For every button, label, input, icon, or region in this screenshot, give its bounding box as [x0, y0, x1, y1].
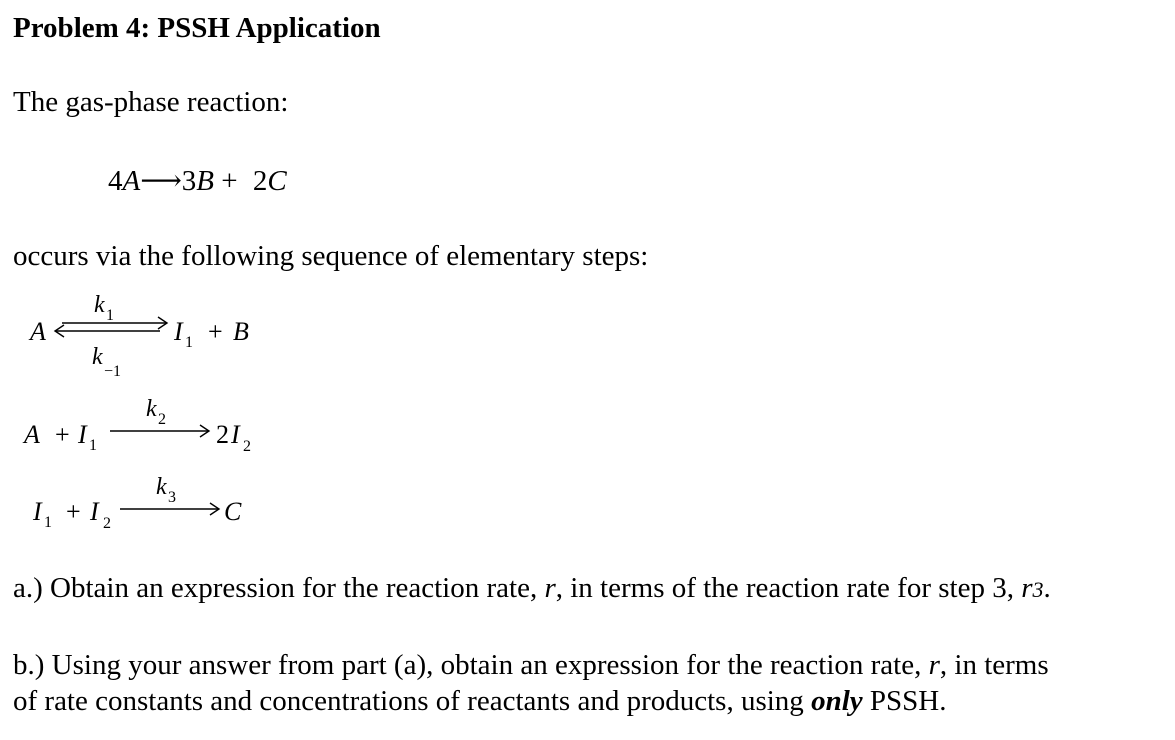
- step2-coefficient: 2: [216, 420, 229, 449]
- species-c: C: [267, 165, 287, 197]
- step3-rate: k: [156, 474, 167, 500]
- intro-text: The gas-phase reaction:: [13, 86, 289, 118]
- species-a: A: [122, 165, 141, 197]
- step3-plus: +: [66, 497, 81, 526]
- step2-species-a: A: [24, 420, 40, 449]
- part-b-question: [13, 647, 1049, 719]
- species-b: B: [196, 165, 215, 197]
- step1-equation: [28, 292, 249, 380]
- part-b-only-emphasis: only: [811, 685, 863, 717]
- part-a-question: [13, 572, 1051, 605]
- part-b-line1-after: , in terms: [939, 649, 1049, 681]
- part-a-r3-sub: 3: [1032, 577, 1044, 602]
- step3-product-c: C: [224, 497, 242, 526]
- part-a-r-symbol: r: [544, 572, 556, 604]
- problem-title: Problem 4: PSSH Application: [13, 12, 381, 44]
- step1-rate-reverse: k: [92, 344, 103, 370]
- step3-species-i1-sub: 1: [44, 514, 52, 531]
- step2-rate: k: [146, 396, 157, 422]
- step1-rate-reverse-sub: −1: [104, 363, 122, 380]
- step1-rate-forward-sub: 1: [106, 307, 114, 324]
- part-b-line2-before: of rate constants and concentrations of reactants and products, using: [13, 685, 812, 717]
- step1-product-i: I: [174, 317, 183, 346]
- step3-rate-sub: 3: [168, 489, 176, 506]
- steps-intro-text: occurs via the following sequence of elementary steps:: [13, 240, 649, 272]
- part-b-line2-after: PSSH.: [862, 685, 947, 717]
- part-a-text-before: a.) Obtain an expression for the reaction rate,: [13, 572, 545, 604]
- step3-species-i2: I: [90, 497, 99, 526]
- part-b-line2: [13, 683, 1049, 719]
- part-b-r-symbol: r: [928, 649, 940, 681]
- step2-product-i: I: [231, 420, 240, 449]
- step2-product-i-sub: 2: [243, 438, 251, 455]
- step1-species-a: A: [30, 317, 46, 346]
- step1-rate-forward: k: [94, 292, 105, 318]
- plus-sign: +: [214, 165, 245, 197]
- step1-product-b: B: [233, 317, 249, 346]
- part-a-r3-symbol: r: [1021, 572, 1033, 604]
- step2-rate-sub: 2: [158, 411, 166, 428]
- part-b-line1-before: b.) Using your answer from part (a), obtain an expression for the reaction rate,: [13, 649, 929, 681]
- step3-equation: [32, 474, 242, 532]
- coef-c: 2: [252, 165, 268, 197]
- step2-species-i: I: [78, 420, 87, 449]
- step1-plus: +: [208, 317, 223, 346]
- step2-plus: +: [55, 420, 70, 449]
- coef-a: 4: [108, 165, 123, 197]
- part-a-text-middle: , in terms of the reaction rate for step 3,: [555, 572, 1022, 604]
- part-b-line1: [13, 647, 1049, 683]
- step2-species-i-sub: 1: [89, 437, 97, 454]
- step3-species-i1: I: [33, 497, 42, 526]
- step2-equation: [22, 396, 251, 455]
- part-a-text-end: .: [1043, 572, 1051, 604]
- coef-b: 3: [181, 165, 197, 197]
- step1-product-i-sub: 1: [185, 334, 193, 351]
- reaction-arrow: ⟶: [140, 165, 182, 197]
- step3-species-i2-sub: 2: [103, 515, 111, 532]
